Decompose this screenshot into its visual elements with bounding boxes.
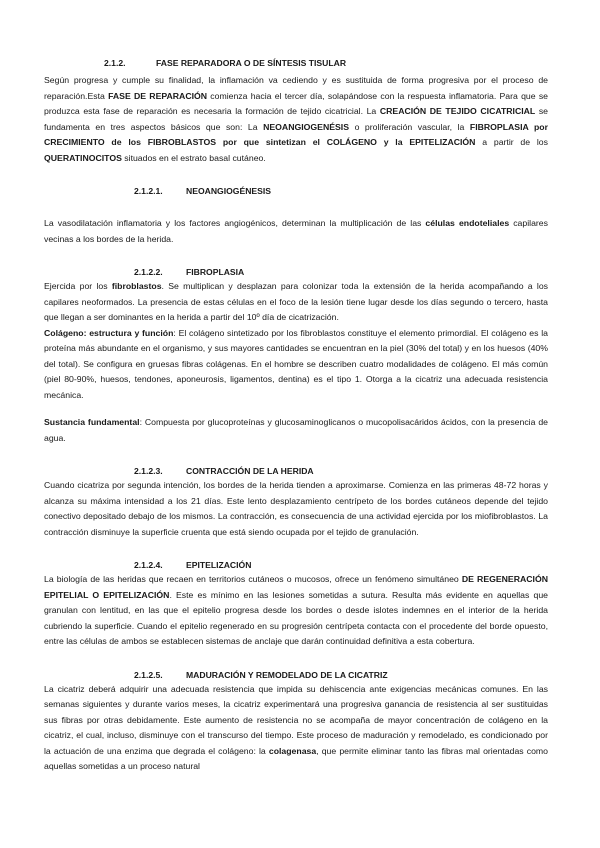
text-run: La vasodilatación inflamatoria y los factores angiogénicos, determinan la multiplicación de las (44, 218, 426, 228)
text-run: situados en el estrato basal cutáneo. (121, 152, 266, 163)
bold-run: Sustancia fundamental (44, 417, 140, 427)
text-run: . Se multiplican y desplazan para colonizar toda la extensión de la herida acompañando a los capilares neoformados. La presencia de estas células en el foco de la lesión tiene lugar desde los días segundo o tercero, hasta que llegan a ser dominantes en la herida a partir del 10º día de cicatrización. (44, 281, 549, 322)
text-run: Cuando cicatriza por segunda intención, los bordes de la herida tienden a aproximarse. Comienza en las primeras 48-72 horas y alcanza su máxima intensidad a los 21 días. Este lento desplazamiento centrípeto de los bordes cutáneos depende del tejido conectivo depositado debajo de los mismos. La contracción, es consecuencia de una actividad ejercida por los miofibroblastos. La contracción disminuye la superficie cruenta que está siendo ocupada por el tejido de granulación. (44, 480, 548, 537)
text-run: Según progresa y cumple su finalidad, la inflamación va cediendo y es sustituida de forma progresiva por el proceso de reparación.Esta (44, 75, 548, 101)
text-run: comienza hacia el tercer día, solapándose con la respuesta inflamatoria. Para que se produzca esta fase de reparación es necesaria la formación de tejido cicatricial. La (44, 90, 548, 116)
section-number: 2.1.2.3. (134, 466, 163, 476)
bold-run: células endoteliales (425, 218, 510, 228)
bold-run: fibroblastos (111, 281, 162, 291)
paragraph-neoangiogenesis (44, 216, 548, 247)
text-run: : Compuesta por glucoproteínas y glucosaminoglicanos o mucopolisacáridos ácidos, con la presencia de agua. (44, 417, 548, 443)
bold-run: QUERATINOCITOS (44, 152, 122, 163)
section-title: FIBROPLASIA (186, 267, 245, 277)
paragraph-contraccion (44, 478, 548, 540)
bold-run: Colágeno: estructura y función (44, 327, 174, 338)
text-run: . Este es mínimo en las lesiones sometidas a sutura. Resulta más evidente en aquellas que granulan con lentitud, en las que el epitelio progresa desde los bordes o desde islotes indemnes en el interior de la herida cubriendo la superficie. Cuando el epitelio regenerado en su progresión centrípeta contacta con el procedente del borde opuesto, entre las células de ambos se establecen sistemas de anclaje que darán continuidad definitiva a esta cobertura. (44, 589, 548, 646)
section-number: 2.1.2.1. (134, 186, 163, 196)
paragraph-sustancia-fundamental (44, 415, 548, 446)
paragraph-epitelizacion (44, 572, 548, 650)
paragraph-fibroplasia (44, 279, 548, 403)
section-title: CONTRACCIÓN DE LA HERIDA (186, 466, 314, 476)
paragraph-fase-reparadora (44, 73, 548, 166)
text-run: La cicatriz deberá adquirir una adecuada resistencia que impida su dehiscencia ante exigencias mecánicas comunes. En las semanas siguientes y durante varios meses, la cicatriz experimentará una progresiva ganancia de resistencia al ser sustituidas sus fibras por otras debidamente. Este aumento de resistencia no se acompaña de mayor concentración de colágeno en la cicatriz, el cual, incluso, disminuye con el transcurso del tiempo. Este proceso de maduración y remodelado, es condicionado por la actuación de una enzima que degrada el colágeno: la (44, 683, 548, 756)
bold-run: DE REGENERACIÓN EPITELIAL O EPITELIZACIÓN (44, 574, 548, 600)
bold-run: colagenasa (268, 745, 317, 756)
text-run: Ejercida por los (44, 281, 112, 291)
text-run: capilares vecinas a los bordes de la herida. (44, 218, 548, 244)
text-run: o proliferación vascular, la (349, 121, 470, 132)
bold-run: CREACIÓN DE TEJIDO CICATRICIAL (379, 106, 536, 116)
section-heading-2-1-2-5 (44, 668, 548, 682)
section-heading-2-1-2-2 (44, 265, 548, 279)
text-run: se fundamenta en tres aspectos básicos que son: La (44, 106, 549, 132)
text-run: a partir de los (475, 137, 548, 147)
section-number: 2.1.2.2. (134, 267, 163, 277)
section-title: MADURACIÓN Y REMODELADO DE LA CICATRIZ (186, 669, 388, 680)
section-heading-2-1-2-3 (44, 464, 548, 478)
section-title: EPITELIZACIÓN (186, 560, 252, 570)
paragraph-maduracion (44, 682, 548, 775)
bold-run: FIBROPLASIA por CRECIMIENTO de los FIBROBLASTOS por que sintetizan el COLÁGENO y la EPITELIZACIÓN (44, 121, 548, 147)
bold-run: NEOANGIOGENÉSIS (263, 121, 350, 132)
section-heading-2-1-2 (44, 56, 548, 70)
section-heading-2-1-2-1 (44, 184, 548, 198)
section-title: FASE REPARADORA O DE SÍNTESIS TISULAR (156, 58, 347, 68)
section-heading-2-1-2-4 (44, 558, 548, 572)
section-title: NEOANGIOGÉNESIS (186, 186, 271, 196)
text-run: : El colágeno sintetizado por los fibroblastos constituye el elemento primordial. El colágeno es la proteína más abundante en el organismo, y sus mayores cantidades se encuentran en la piel (30% del total) y en los huesos (40% del total). Se configura en gruesas fibras colágenas. En el hombre se describen cuatro modalidades de colágeno. El más común (piel 80-90%, huesos, tendones, aponeurosis, ligamentos, dentina) es el tipo 1. Otorga a la cicatriz una adecuada resistencia mecánica. (44, 327, 548, 400)
section-number: 2.1.2.4. (134, 560, 163, 570)
bold-run: FASE DE REPARACIÓN (108, 90, 208, 101)
section-number: 2.1.2. (104, 58, 126, 68)
text-run: , que permite eliminar tanto las fibras mal orientadas como aquellas sometidas a un proceso natural (44, 745, 549, 771)
text-run: La biología de las heridas que recaen en territorios cutáneos o mucosos, ofrece un fenómeno simultáneo (44, 574, 462, 584)
section-number: 2.1.2.5. (134, 669, 163, 680)
